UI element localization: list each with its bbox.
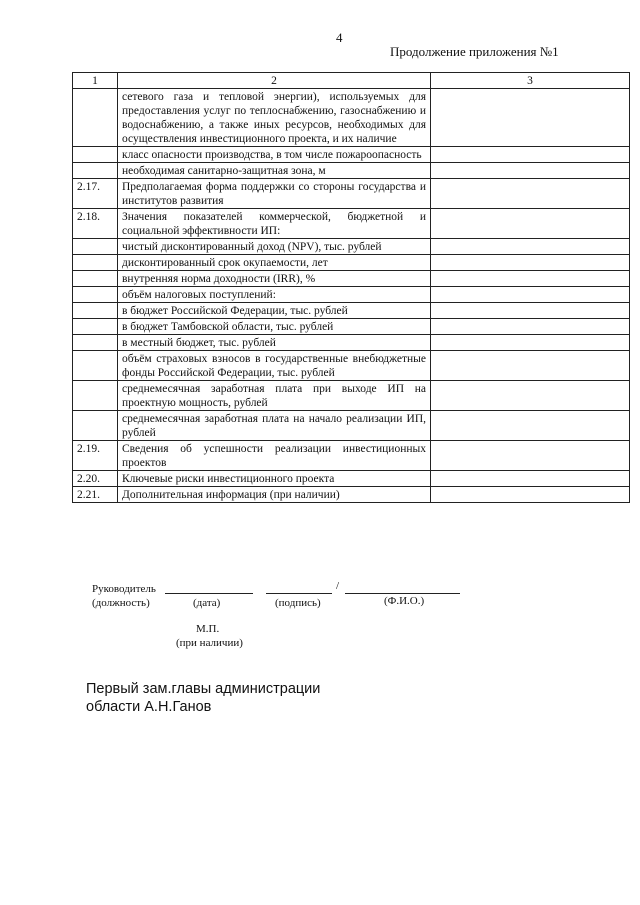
table-row [73,351,630,381]
row-number-cell [73,303,118,319]
row-description-cell: необходимая санитарно-защитная зона, м [118,163,431,179]
date-caption: (дата) [193,597,221,609]
table-row [73,335,630,351]
row-description-cell: Ключевые риски инвестиционного проекта [118,471,431,487]
continuation-title: Продолжение приложения №1 [390,44,559,59]
row-description-cell: Значения показателей коммерческой, бюджетной и социальной эффективности ИП: [118,209,431,239]
column-header-3: 3 [431,73,630,89]
row-number-cell: 2.18. [73,209,118,239]
row-number-cell [73,271,118,287]
table-row [73,179,630,209]
head-label: Руководитель [92,583,156,595]
row-description-cell: чистый дисконтированный доход (NPV), тыс. рублей [118,239,431,255]
table-header-row [73,73,630,89]
row-number-cell [73,411,118,441]
table-row [73,487,630,503]
row-value-cell [431,411,630,441]
row-value-cell [431,271,630,287]
row-value-cell [431,471,630,487]
row-description-cell: объём налоговых поступлений: [118,287,431,303]
stamp-label: М.П. [196,623,220,635]
row-description-cell: в бюджет Российской Федерации, тыс. рублей [118,303,431,319]
row-value-cell [431,239,630,255]
row-value-cell [431,89,630,147]
row-description-cell: в местный бюджет, тыс. рублей [118,335,431,351]
row-number-cell [73,319,118,335]
row-number-cell [73,335,118,351]
table-row [73,319,630,335]
table-row [73,163,630,179]
signatory-title: Первый зам.главы администрации [86,681,321,697]
signatory-name: области А.Н.Ганов [86,699,212,715]
row-number-cell: 2.17. [73,179,118,209]
row-number-cell [73,381,118,411]
column-header-2: 2 [118,73,431,89]
table-row [73,471,630,487]
row-number-cell [73,163,118,179]
table-row [73,411,630,441]
row-description-cell: внутренняя норма доходности (IRR), % [118,271,431,287]
row-description-cell: Дополнительная информация (при наличии) [118,487,431,503]
column-header-1: 1 [73,73,118,89]
signature-line [266,593,332,594]
table-row [73,271,630,287]
row-value-cell [431,351,630,381]
table-row [73,303,630,319]
row-value-cell [431,303,630,319]
row-description-cell: объём страховых взносов в государственные внебюджетные фонды Российской Федерации, тыс. рублей [118,351,431,381]
row-description-cell: среднемесячная заработная плата на начало реализации ИП, рублей [118,411,431,441]
sign-caption: (подпись) [275,597,321,609]
row-number-cell [73,147,118,163]
row-description-cell: в бюджет Тамбовской области, тыс. рублей [118,319,431,335]
table-row [73,287,630,303]
signature-slash: / [336,580,340,592]
row-value-cell [431,335,630,351]
signatory-block [86,680,320,716]
row-number-cell [73,287,118,303]
row-number-cell [73,351,118,381]
date-line [165,593,253,594]
table-row [73,255,630,271]
row-value-cell [431,255,630,271]
table-row [73,239,630,255]
position-caption: (должность) [92,597,150,609]
row-description-cell: Сведения об успешности реализации инвестиционных проектов [118,441,431,471]
row-description-cell: сетевого газа и тепловой энергии), используемых для предоставления услуг по теплоснабжению, газоснабжению и водоснабжению, а также иных ресурсов, необходимых для осуществления инвестиционного проекта, и их наличие [118,89,431,147]
row-value-cell [431,163,630,179]
page-number: 4 [336,30,343,45]
table-row [73,209,630,239]
row-number-cell [73,239,118,255]
row-number-cell: 2.20. [73,471,118,487]
row-value-cell [431,487,630,503]
table-row [73,381,630,411]
row-description-cell: Предполагаемая форма поддержки со стороны государства и институтов развития [118,179,431,209]
application-table [72,72,630,503]
table-row [73,441,630,471]
row-description-cell: дисконтированный срок окупаемости, лет [118,255,431,271]
row-description-cell: среднемесячная заработная плата при выходе ИП на проектную мощность, рублей [118,381,431,411]
stamp-caption: (при наличии) [176,637,243,649]
table-row [73,147,630,163]
row-value-cell [431,381,630,411]
row-value-cell [431,287,630,303]
row-number-cell: 2.21. [73,487,118,503]
row-value-cell [431,179,630,209]
fio-caption: (Ф.И.О.) [384,595,425,607]
row-number-cell [73,89,118,147]
row-value-cell [431,441,630,471]
row-value-cell [431,319,630,335]
row-value-cell [431,209,630,239]
fio-line [345,593,460,594]
row-description-cell: класс опасности производства, в том числе пожароопасность [118,147,431,163]
row-number-cell [73,255,118,271]
row-number-cell: 2.19. [73,441,118,471]
table-row [73,89,630,147]
row-value-cell [431,147,630,163]
